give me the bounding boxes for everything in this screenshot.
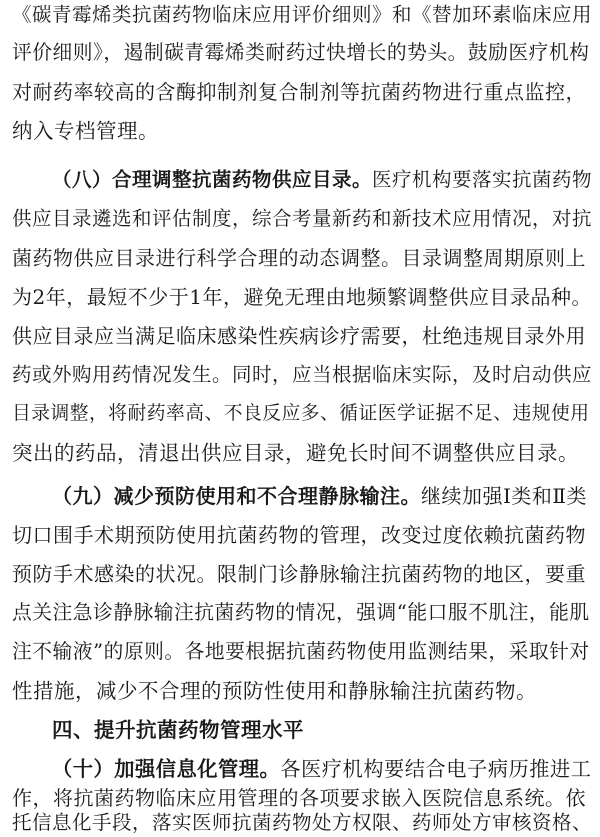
paragraph-4-first-line-rest: 各医疗机构要结合电子病历推进工 xyxy=(280,757,592,781)
paragraph-4-lead: （十）加强信息化管理。 xyxy=(52,757,281,781)
paragraph-1-line-3: 对耐药率较高的含酶抑制剂复合制剂等抗菌药物进行重点监控， xyxy=(12,80,586,104)
paragraph-4-line-2: 作，将抗菌药物临床应用管理的各项要求嵌入医院信息系统。依 xyxy=(12,786,586,810)
paragraph-3-line-3: 预防手术感染的状况。限制门诊静脉输注抗菌药物的地区，要重 xyxy=(12,562,586,586)
paragraph-4-line-1 xyxy=(52,755,592,783)
paragraph-2-line-5: 供应目录应当满足临床感染性疾病诊疗需要，杜绝违规目录外用 xyxy=(12,324,586,348)
paragraph-2-line-8: 突出的药品，清退出供应目录，避免长时间不调整供应目录。 xyxy=(12,441,579,465)
paragraph-2-line-7: 目录调整，将耐药率高、不良反应多、循证医学证据不足、违规使用 xyxy=(12,403,590,424)
paragraph-2-lead: （八）合理调整抗菌药物供应目录。 xyxy=(52,168,373,191)
paragraph-3-line-6: 性措施，减少不合理的预防性使用和静脉输注抗菌药物。 xyxy=(12,679,537,703)
paragraph-2-line-3: 菌药物供应目录进行科学合理的动态调整。目录调整周期原则上 xyxy=(12,246,586,270)
paragraph-2-line-1 xyxy=(52,166,592,194)
paragraph-3-lead: （九）减少预防使用和不合理静脉输注。 xyxy=(52,484,421,508)
paragraph-1-line-2: 评价细则》，遏制碳青霉烯类耐药过快增长的势头。鼓励医疗机构 xyxy=(12,41,590,64)
paragraph-2-line-2: 供应目录遴选和评估制度，综合考量新药和新技术应用情况，对抗 xyxy=(12,207,593,230)
paragraph-3-line-2: 切口围手术期预防使用抗菌药物的管理，改变过度依赖抗菌药物 xyxy=(12,523,586,547)
paragraph-3-line-5: 注不输液”的原则。各地要根据抗菌药物使用监测结果，采取针对 xyxy=(12,640,590,663)
paragraph-3-line-1 xyxy=(52,482,587,510)
paragraph-1-line-4: 纳入专档管理。 xyxy=(12,119,159,143)
paragraph-1-line-1: 《碳青霉烯类抗菌药物临床应用评价细则》和《替加环素临床应用 xyxy=(12,3,593,26)
paragraph-3-first-line-rest: 继续加强Ⅰ类和Ⅱ类 xyxy=(421,484,587,508)
paragraph-4-line-3: 托信息化手段，落实医师抗菌药物处方权限、药师处方审核资格、 xyxy=(12,811,593,834)
paragraph-2-line-6: 药或外购用药情况发生。同时，应当根据临床实际，及时启动供应 xyxy=(12,363,593,386)
paragraph-2-first-line-rest: 医疗机构要落实抗菌药物 xyxy=(372,168,593,191)
paragraph-2-line-4: 为2年，最短不少于1年，避免无理由地频繁调整供应目录品种。 xyxy=(12,285,592,309)
paragraph-3-line-4: 点关注急诊静脉输注抗菌药物的情况，强调“能口服不肌注，能肌 xyxy=(12,601,590,624)
section-heading: 四、提升抗菌药物管理水平 xyxy=(52,718,304,742)
